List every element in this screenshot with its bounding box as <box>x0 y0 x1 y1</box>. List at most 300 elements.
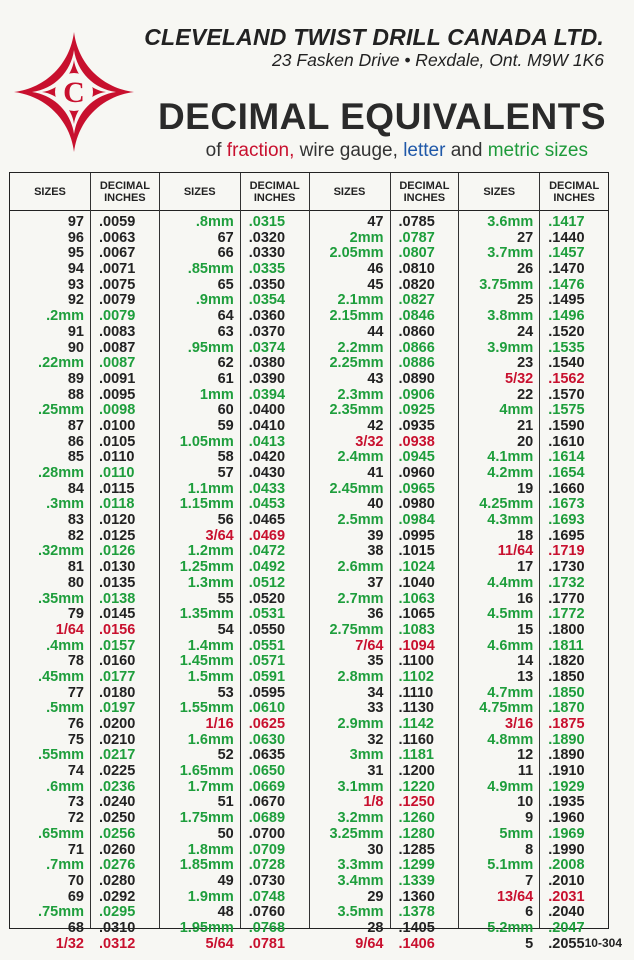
size-cell: 1.8mm <box>187 841 234 858</box>
size-cell: 3.4mm <box>337 872 384 889</box>
decimal-cell: .1811 <box>548 637 584 654</box>
table-row <box>160 607 309 623</box>
header-decimal-line2: INCHES <box>553 191 595 204</box>
table-row <box>160 497 309 513</box>
decimal-cell: .1990 <box>548 841 585 858</box>
size-cell: .85mm <box>187 261 234 278</box>
decimal-cell: .1535 <box>548 339 585 356</box>
decimal-cell: .0280 <box>99 872 136 889</box>
size-cell: 2.5mm <box>337 512 384 529</box>
size-cell: .55mm <box>38 747 84 764</box>
size-cell: 4.3mm <box>487 512 534 529</box>
column-divider <box>390 210 391 928</box>
table-row <box>160 827 309 843</box>
table-row <box>10 325 159 341</box>
table-row <box>160 278 309 294</box>
table-row <box>310 262 459 278</box>
table-row <box>459 215 608 231</box>
size-cell: 36 <box>367 606 384 623</box>
size-cell: 38 <box>367 543 384 560</box>
decimal-cell: .1719 <box>548 543 585 560</box>
decimal-cell: .0935 <box>398 417 435 434</box>
decimal-cell: .0591 <box>248 668 286 685</box>
size-cell: 1.45mm <box>179 653 234 670</box>
table-row <box>10 513 159 529</box>
size-cell: 1.9mm <box>187 888 234 905</box>
column-header <box>310 173 459 211</box>
decimal-cell: .0945 <box>398 449 435 466</box>
table-row <box>459 717 608 733</box>
table-row <box>10 639 159 655</box>
size-cell: 3.75mm <box>479 276 534 293</box>
size-cell: .32mm <box>38 543 84 560</box>
size-cell: 41 <box>367 465 384 481</box>
size-cell: 13/64 <box>496 888 534 905</box>
decimal-cell: .1360 <box>398 888 435 905</box>
decimal-cell: .0669 <box>248 778 286 795</box>
decimal-cell: .1457 <box>548 245 585 262</box>
table-row <box>10 341 159 357</box>
size-cell: 84 <box>67 480 84 497</box>
size-cell: 4.75mm <box>479 700 534 717</box>
table-row <box>160 764 309 780</box>
size-cell: 2.25mm <box>329 355 384 372</box>
size-cell: 1.35mm <box>179 606 234 623</box>
size-cell: 1/8 <box>363 794 384 811</box>
decimal-cell: .1470 <box>548 261 585 278</box>
table-row <box>10 388 159 404</box>
table-row <box>459 654 608 670</box>
decimal-cell: .0453 <box>248 496 286 513</box>
decimal-cell: .0960 <box>398 465 435 481</box>
decimal-cell: .1100 <box>398 653 434 670</box>
decimal-cell: .1969 <box>548 825 585 842</box>
decimal-cell: .0807 <box>398 245 435 262</box>
decimal-cell: .0105 <box>99 433 136 450</box>
table-row <box>310 435 459 451</box>
decimal-cell: .1660 <box>548 480 585 497</box>
decimal-cell: .0075 <box>99 276 136 293</box>
table-row <box>310 278 459 294</box>
decimal-cell: .2055 <box>548 935 585 952</box>
decimal-cell: .2031 <box>548 888 585 905</box>
decimal-cell: .1495 <box>548 292 585 309</box>
decimal-cell: .1378 <box>398 904 435 921</box>
decimal-cell: .0315 <box>248 214 286 230</box>
table-row <box>459 325 608 341</box>
table-row <box>10 372 159 388</box>
size-cell: 10 <box>517 794 534 811</box>
size-cell: 40 <box>367 496 384 513</box>
subtitle-wire: wire gauge, <box>294 140 404 161</box>
decimal-cell: .0095 <box>99 386 136 403</box>
decimal-cell: .1693 <box>548 512 585 529</box>
decimal-cell: .0087 <box>99 355 136 372</box>
size-cell: 1/64 <box>55 621 84 638</box>
decimal-cell: .0115 <box>99 480 135 497</box>
table-row <box>310 466 459 482</box>
size-cell: 51 <box>217 794 234 811</box>
company-address: 23 Fasken Drive • Rexdale, Ont. M9W 1K6 <box>272 50 604 70</box>
table-row <box>160 623 309 639</box>
table-row <box>310 293 459 309</box>
decimal-cell: .1299 <box>398 857 435 874</box>
size-cell: 1.75mm <box>179 810 234 827</box>
table-row <box>10 623 159 639</box>
decimal-cell: .2010 <box>548 872 585 889</box>
decimal-cell: .0709 <box>248 841 286 858</box>
table-row <box>310 544 459 560</box>
decimal-cell: .0551 <box>248 637 286 654</box>
size-cell: 1.05mm <box>179 433 234 450</box>
decimal-cell: .1850 <box>548 668 585 685</box>
size-cell: 5/64 <box>205 935 234 952</box>
table-row <box>160 466 309 482</box>
decimal-cell: .0197 <box>99 700 136 717</box>
decimal-cell: .1850 <box>548 684 585 701</box>
decimal-cell: .0866 <box>398 339 435 356</box>
size-cell: 63 <box>217 323 234 340</box>
table-row <box>459 670 608 686</box>
table-row <box>10 607 159 623</box>
table-row <box>10 827 159 843</box>
size-cell: 3/16 <box>505 716 534 732</box>
decimal-cell: .0730 <box>248 872 286 889</box>
decimal-cell: .1015 <box>398 543 435 560</box>
table-row <box>310 921 459 937</box>
decimal-cell: .0240 <box>99 794 136 811</box>
table-row <box>10 764 159 780</box>
size-cell: .8mm <box>195 214 234 230</box>
size-cell: .45mm <box>38 668 84 685</box>
decimal-cell: .1476 <box>548 276 585 293</box>
header-decimal-line1: DECIMAL <box>549 179 600 192</box>
table-row <box>459 874 608 890</box>
size-cell: 50 <box>217 825 234 842</box>
size-cell: 2.15mm <box>329 308 384 325</box>
size-cell: 90 <box>67 339 84 356</box>
table-row <box>10 654 159 670</box>
size-cell: 20 <box>517 433 534 450</box>
size-cell: 5mm <box>499 825 534 842</box>
table-row <box>160 654 309 670</box>
decimal-cell: .1772 <box>548 606 585 623</box>
size-cell: 85 <box>67 449 84 466</box>
size-cell: 6 <box>525 904 534 921</box>
size-cell: 1.85mm <box>179 857 234 874</box>
decimal-cell: .1440 <box>548 229 585 246</box>
header-sizes: SIZES <box>34 185 66 198</box>
table-row <box>459 466 608 482</box>
table-row <box>459 843 608 859</box>
table-row <box>459 890 608 906</box>
table-row <box>459 780 608 796</box>
column-divider <box>90 210 91 928</box>
size-cell: 4.1mm <box>487 449 534 466</box>
decimal-cell: .0980 <box>398 496 435 513</box>
decimal-cell: .0492 <box>248 559 286 576</box>
decimal-cell: .0079 <box>99 292 136 309</box>
table-column <box>309 173 459 952</box>
decimal-cell: .1063 <box>398 590 435 607</box>
decimal-cell: .0760 <box>248 904 286 921</box>
size-cell: 60 <box>217 402 234 419</box>
table-row <box>160 639 309 655</box>
size-cell: 11/64 <box>497 543 534 560</box>
decimal-cell: .2008 <box>548 857 585 874</box>
size-cell: 66 <box>217 245 234 262</box>
decimal-cell: .0995 <box>398 527 435 544</box>
decimal-cell: .0938 <box>398 433 435 450</box>
table-row <box>160 231 309 247</box>
table-row <box>310 701 459 717</box>
table-row <box>10 403 159 419</box>
decimal-cell: .0781 <box>248 935 286 952</box>
size-cell: 1.3mm <box>187 574 234 591</box>
table-row <box>160 576 309 592</box>
decimal-cell: .1575 <box>548 402 585 419</box>
table-row <box>10 278 159 294</box>
decimal-cell: .0126 <box>99 543 136 560</box>
table-row <box>310 497 459 513</box>
table-row <box>10 592 159 608</box>
size-cell: .75mm <box>38 904 84 921</box>
table-row <box>160 513 309 529</box>
table-row <box>160 403 309 419</box>
size-cell: 57 <box>217 465 234 481</box>
decimal-cell: .0886 <box>398 355 435 372</box>
size-cell: 25 <box>517 292 534 309</box>
decimal-cell: .0810 <box>398 261 435 278</box>
size-cell: 30 <box>367 841 384 858</box>
size-cell: 78 <box>67 653 84 670</box>
size-cell: 55 <box>217 590 234 607</box>
size-cell: 81 <box>67 559 84 576</box>
decimal-cell: .0700 <box>248 825 286 842</box>
table-row <box>160 435 309 451</box>
table-row <box>459 795 608 811</box>
row-list <box>310 211 459 952</box>
size-cell: 14 <box>517 653 534 670</box>
size-cell: 39 <box>367 527 384 544</box>
size-cell: 65 <box>217 276 234 293</box>
table-row <box>10 529 159 545</box>
decimal-cell: .0906 <box>398 386 435 403</box>
decimal-cell: .0430 <box>248 465 286 481</box>
size-cell: 49 <box>217 872 234 889</box>
size-cell: 21 <box>517 417 534 434</box>
decimal-cell: .0350 <box>248 276 286 293</box>
decimal-cell: .1040 <box>398 574 435 591</box>
decimal-cell: .1935 <box>548 794 585 811</box>
table-row <box>459 544 608 560</box>
decimal-cell: .0635 <box>248 747 286 764</box>
size-cell: 79 <box>67 606 84 623</box>
decimal-cell: .1024 <box>398 559 435 576</box>
size-cell: 1.5mm <box>187 668 234 685</box>
size-cell: 3/64 <box>205 527 234 544</box>
decimal-cell: .1280 <box>398 825 435 842</box>
size-cell: 26 <box>517 261 534 278</box>
decimal-cell: .1540 <box>548 355 585 372</box>
table-row <box>310 937 459 953</box>
decimal-cell: .0135 <box>99 574 136 591</box>
table-row <box>459 293 608 309</box>
decimal-cell: .0110 <box>99 465 135 481</box>
size-cell: 75 <box>67 731 84 748</box>
decimal-cell: .0670 <box>248 794 286 811</box>
decimal-cell: .0433 <box>248 480 286 497</box>
decimal-cell: .2040 <box>548 904 585 921</box>
table-row <box>459 450 608 466</box>
decimal-cell: .1929 <box>548 778 585 795</box>
header-decimal-line1: DECIMAL <box>399 179 450 192</box>
table-row <box>310 231 459 247</box>
table-row <box>310 733 459 749</box>
decimal-cell: .1406 <box>398 935 435 952</box>
size-cell: 52 <box>217 747 234 764</box>
size-cell: 2.9mm <box>337 716 384 732</box>
table-row <box>459 372 608 388</box>
decimal-cell: .0059 <box>99 214 136 230</box>
decimal-cell: .1065 <box>398 606 435 623</box>
table-row <box>310 717 459 733</box>
table-row <box>160 874 309 890</box>
decimal-cell: .0071 <box>99 261 136 278</box>
size-cell: 1/32 <box>55 935 84 952</box>
decimal-cell: .0380 <box>248 355 286 372</box>
size-cell: 32 <box>367 731 384 748</box>
table-row <box>10 905 159 921</box>
size-cell: 4.8mm <box>487 731 534 748</box>
size-cell: 71 <box>67 841 84 858</box>
row-list <box>10 211 159 952</box>
decimal-cell: .0610 <box>248 700 286 717</box>
decimal-cell: .0846 <box>398 308 435 325</box>
size-cell: 3.6mm <box>487 214 534 230</box>
table-row <box>310 654 459 670</box>
size-cell: 24 <box>517 323 534 340</box>
table-row <box>10 262 159 278</box>
size-cell: 47 <box>367 214 384 230</box>
size-cell: .35mm <box>38 590 84 607</box>
size-cell: 48 <box>217 904 234 921</box>
table-row <box>10 811 159 827</box>
decimal-cell: .0984 <box>398 512 435 529</box>
decimal-cell: .1730 <box>548 559 585 576</box>
table-row <box>459 764 608 780</box>
column-header <box>160 173 309 211</box>
size-cell: 62 <box>217 355 234 372</box>
size-cell: 2.6mm <box>337 559 384 576</box>
decimal-cell: .1110 <box>398 684 434 701</box>
size-cell: 23 <box>517 355 534 372</box>
decimal-cell: .0689 <box>248 810 286 827</box>
decimal-cell: .0310 <box>99 919 136 936</box>
decimal-cell: .0130 <box>99 559 136 576</box>
decimal-cell: .0354 <box>248 292 286 309</box>
decimal-cell: .0157 <box>99 637 136 654</box>
decimal-cell: .1083 <box>398 621 435 638</box>
decimal-cell: .1200 <box>398 763 435 780</box>
table-row <box>10 748 159 764</box>
decimal-cell: .0465 <box>248 512 286 529</box>
table-row <box>459 592 608 608</box>
table-row <box>310 419 459 435</box>
decimal-cell: .0100 <box>99 417 136 434</box>
table-row <box>459 921 608 937</box>
decimal-cell: .0160 <box>99 653 136 670</box>
size-cell: 9/64 <box>355 935 384 952</box>
decimal-cell: .1102 <box>398 668 434 685</box>
table-row <box>160 795 309 811</box>
table-row <box>310 686 459 702</box>
decimal-cell: .2047 <box>548 919 585 936</box>
decimal-cell: .1890 <box>548 747 585 764</box>
table-row <box>310 795 459 811</box>
decimal-cell: .0145 <box>99 606 136 623</box>
header-decimal-line2: INCHES <box>104 191 146 204</box>
size-cell: 15 <box>517 621 534 638</box>
size-cell: 3.7mm <box>487 245 534 262</box>
decimal-cell: .0827 <box>398 292 435 309</box>
size-cell: 92 <box>67 292 84 309</box>
size-cell: 1.6mm <box>187 731 234 748</box>
size-cell: 4.6mm <box>487 637 534 654</box>
table-row <box>10 733 159 749</box>
header-decimal-inches <box>240 173 309 210</box>
decimal-cell: .0785 <box>398 214 435 230</box>
page-title: DECIMAL EQUIVALENTS <box>157 96 606 137</box>
size-cell: 2.1mm <box>337 292 384 309</box>
size-cell: 72 <box>67 810 84 827</box>
decimal-cell: .1732 <box>548 574 585 591</box>
decimal-cell: .0394 <box>248 386 286 403</box>
table-row <box>459 513 608 529</box>
decimal-cell: .0236 <box>99 778 136 795</box>
table-row <box>310 764 459 780</box>
table-row <box>10 670 159 686</box>
size-cell: 29 <box>367 888 384 905</box>
table-row <box>10 497 159 513</box>
size-cell: 5 <box>525 935 534 952</box>
table-row <box>160 356 309 372</box>
size-cell: 4.5mm <box>487 606 534 623</box>
decimal-cell: .0748 <box>248 888 286 905</box>
table-row <box>10 231 159 247</box>
decimal-cell: .1875 <box>548 716 585 732</box>
size-cell: .28mm <box>38 465 84 481</box>
decimal-cell: .1614 <box>548 449 585 466</box>
table-row <box>10 293 159 309</box>
decimal-cell: .0520 <box>248 590 286 607</box>
table-row <box>459 701 608 717</box>
decimal-cell: .0260 <box>99 841 136 858</box>
row-list <box>160 211 309 952</box>
decimal-cell: .0091 <box>99 370 136 387</box>
table-row <box>459 686 608 702</box>
size-cell: 22 <box>517 386 534 403</box>
size-cell: .7mm <box>46 857 84 874</box>
column-divider <box>240 210 241 928</box>
size-cell: 59 <box>217 417 234 434</box>
size-cell: 1.95mm <box>179 919 234 936</box>
decimal-cell: .0120 <box>99 512 136 529</box>
table-row <box>160 309 309 325</box>
table-row <box>310 356 459 372</box>
size-cell: 2.4mm <box>337 449 384 466</box>
decimal-cell: .0256 <box>99 825 136 842</box>
